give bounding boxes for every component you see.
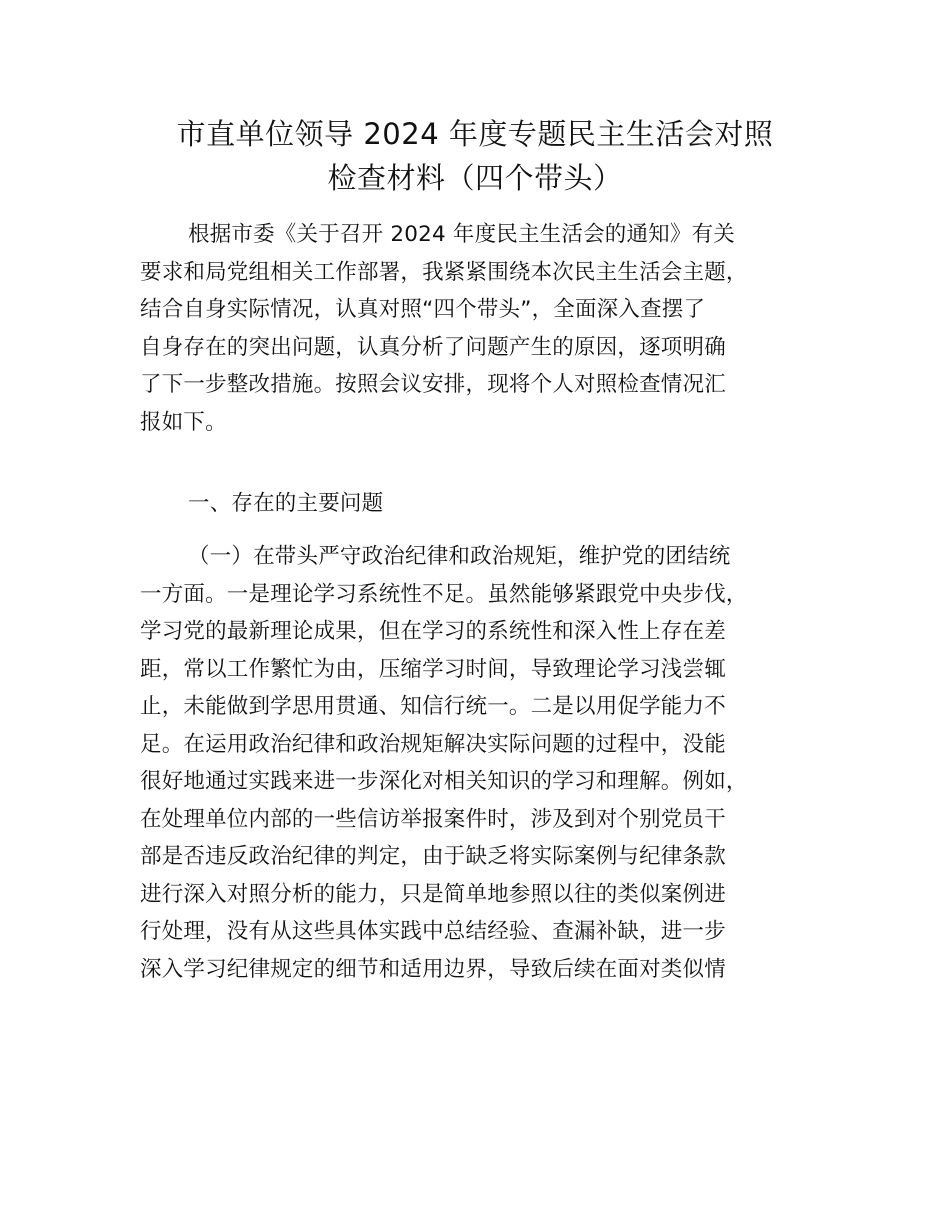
subsection-paragraph — [140, 538, 840, 988]
text-line: 很好地通过实践来进一步深化对相关知识的学习和理解。例如， — [140, 769, 748, 794]
section-heading-block — [140, 485, 840, 523]
text-line: 止，未能做到学思用贯通、知信行统一。二是以用促学能力不 — [140, 694, 726, 719]
text-line: 要求和局党组相关工作部署，我紧紧围绕本次民主生活会主题， — [140, 259, 748, 285]
title-line-2: 检查材料（四个带头） — [327, 161, 623, 195]
text-line: 学习党的最新理论成果，但在学习的系统性和深入性上存在差 — [140, 619, 726, 644]
section-heading: 一、存在的主要问题 — [188, 491, 384, 516]
text-line: 报如下。 — [140, 409, 227, 435]
text-line: 足。在运用政治纪律和政治规矩解决实际问题的过程中，没能 — [140, 731, 726, 757]
text-line: 距，常以工作繁忙为由，压缩学习时间，导致理论学习浅尝辄 — [140, 656, 726, 682]
text-line: 在处理单位内部的一些信访举报案件时，涉及到对个别党员干 — [140, 806, 726, 832]
text-line: 了下一步整改措施。按照会议安排，现将个人对照检查情况汇 — [140, 372, 726, 397]
text-line: 根据市委《关于召开 2024 年度民主生活会的通知》有关 — [188, 222, 735, 247]
text-line: 自身存在的突出问题，认真分析了问题产生的原因，逐项明确 — [140, 334, 726, 360]
text-line: 进行深入对照分析的能力，只是简单地参照以往的类似案例进 — [140, 881, 726, 907]
text-line: 深入学习纪律规定的细节和适用边界，导致后续在面对类似情 — [140, 956, 726, 982]
document-title — [0, 112, 950, 200]
text-line: 部是否违反政治纪律的判定，由于缺乏将实际案例与纪律条款 — [140, 844, 726, 869]
text-line: 一方面。一是理论学习系统性不足。虽然能够紧跟党中央步伐， — [140, 581, 748, 607]
text-line: 行处理，没有从这些具体实践中总结经验、查漏补缺，进一步 — [140, 919, 726, 944]
text-line: 结合自身实际情况，认真对照“四个带头”，全面深入查摆了 — [140, 297, 706, 322]
title-line-1: 市直单位领导 2024 年度专题民主生活会对照 — [176, 117, 774, 151]
text-line: （一）在带头严守政治纪律和政治规矩，维护党的团结统 — [188, 544, 731, 569]
intro-paragraph — [140, 216, 840, 441]
